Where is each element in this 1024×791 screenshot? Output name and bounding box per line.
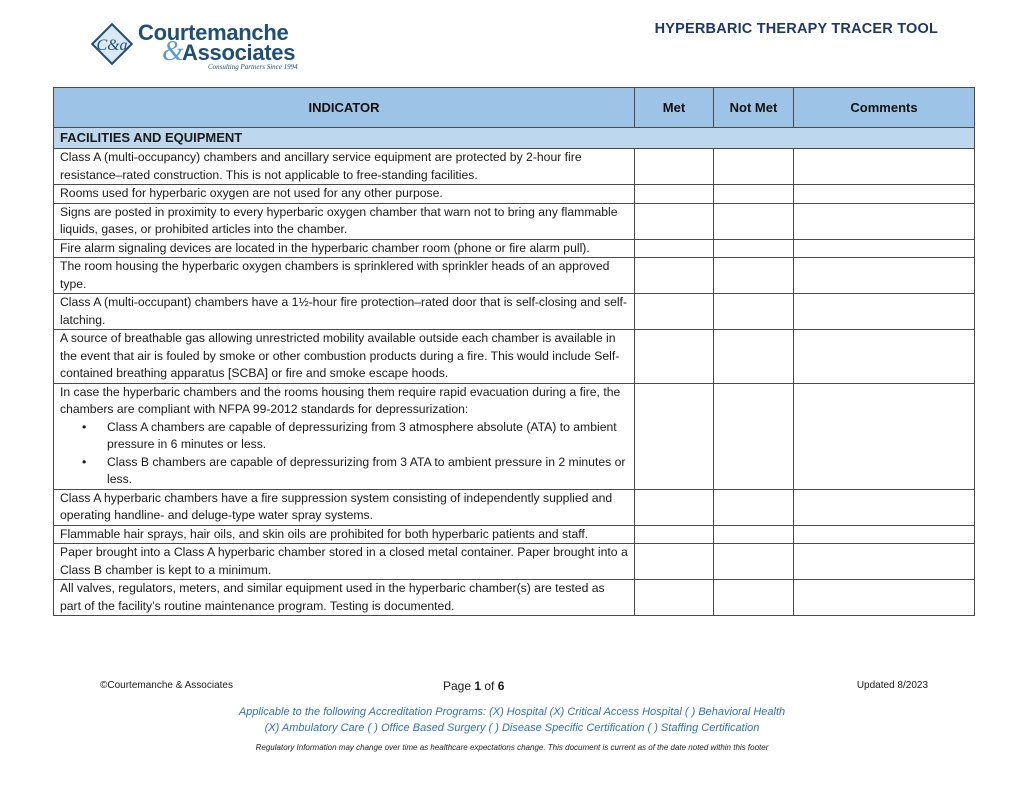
- table-header-row: [54, 88, 975, 128]
- indicator-cell: [54, 294, 635, 330]
- indicator-cell: [54, 580, 635, 616]
- comments-cell[interactable]: [794, 544, 975, 580]
- indicator-text: Paper brought into a Class A hyperbaric chamber stored in a closed metal container. Paper brought into a Class B chamber is kept to a minimum.: [60, 545, 628, 577]
- comments-cell[interactable]: [794, 203, 975, 239]
- section-row: [54, 128, 975, 149]
- not-met-cell[interactable]: [714, 544, 794, 580]
- indicator-cell: [54, 330, 635, 384]
- logo-name-line1: Courtemanche: [138, 20, 289, 45]
- logo-diamond-icon: [90, 22, 134, 66]
- indicator-text: Class A hyperbaric chambers have a fire suppression system consisting of independently supplied and operating handline- and deluge-type water spray systems.: [60, 490, 613, 522]
- table-row: [54, 544, 975, 580]
- comments-cell[interactable]: [794, 330, 975, 384]
- indicator-text: All valves, regulators, meters, and similar equipment used in the hyperbaric chamber(s) are tested as part of the facility’s routine maintenance program. Testing is documented.: [60, 581, 605, 613]
- footer-disclaimer: Regulatory Information may change over time as healthcare expectations change. This document is current as of the date noted within this footer: [255, 743, 769, 752]
- comments-cell[interactable]: [794, 294, 975, 330]
- indicator-cell: [54, 383, 635, 489]
- indicator-cell: [54, 258, 635, 294]
- document-title: HYPERBARIC THERAPY TRACER TOOL: [654, 21, 938, 37]
- programs-line-1: Applicable to the following Accreditation Programs: (X) Hospital (X) Critical Access Hospital ( ) Behavioral Health: [238, 706, 786, 718]
- section-title: FACILITIES AND EQUIPMENT: [54, 128, 975, 149]
- table-row: [54, 383, 975, 489]
- page-current: 1: [474, 679, 482, 693]
- table-row: [54, 489, 975, 525]
- not-met-cell[interactable]: [714, 330, 794, 384]
- logo-name-line2: Associates: [182, 40, 296, 65]
- indicator-text: Class A (multi-occupant) chambers have a 1½-hour fire protection–rated door that is self-closing and self-latching.: [60, 295, 627, 327]
- met-cell[interactable]: [635, 149, 714, 185]
- logo-ampersand: &: [162, 36, 184, 67]
- indicator-text: Flammable hair sprays, hair oils, and skin oils are prohibited for both hyperbaric patients and staff.: [60, 526, 589, 541]
- met-cell[interactable]: [635, 330, 714, 384]
- table-row: [54, 580, 975, 616]
- indicator-text: The room housing the hyperbaric oxygen chambers is sprinklered with sprinkler heads of an approved type.: [60, 259, 610, 291]
- indicator-cell: [54, 185, 635, 204]
- programs-line-2: (X) Ambulatory Care ( ) Office Based Surgery ( ) Disease Specific Certification ( ) Staffing Certification: [264, 722, 760, 734]
- not-met-cell[interactable]: [714, 239, 794, 258]
- indicator-cell: [54, 544, 635, 580]
- met-cell[interactable]: [635, 580, 714, 616]
- comments-cell[interactable]: [794, 239, 975, 258]
- indicator-text: Class A (multi-occupancy) chambers and ancillary service equipment are protected by 2-hour fire resistance–rated construction. This is not applicable to free-standing facilities.: [60, 150, 582, 182]
- comments-cell[interactable]: [794, 525, 975, 544]
- page-indicator: [443, 679, 504, 693]
- column-header-comments: Comments: [794, 88, 975, 128]
- met-cell[interactable]: [635, 203, 714, 239]
- not-met-cell[interactable]: [714, 383, 794, 489]
- indicator-bullet-list: [100, 419, 628, 489]
- not-met-cell[interactable]: [714, 258, 794, 294]
- column-header-indicator: INDICATOR: [54, 88, 635, 128]
- page-total: 6: [497, 679, 505, 693]
- comments-cell[interactable]: [794, 383, 975, 489]
- met-cell[interactable]: [635, 489, 714, 525]
- not-met-cell[interactable]: [714, 185, 794, 204]
- footer-updated-date: Updated 8/2023: [856, 680, 928, 691]
- company-logo: [90, 20, 320, 75]
- indicator-text: Signs are posted in proximity to every hyperbaric oxygen chamber that warn not to bring any flammable liquids, gases, or prohibited articles into the chamber.: [60, 204, 618, 236]
- indicator-text: A source of breathable gas allowing unrestricted mobility available outside each chamber is available in the event that air is fouled by smoke or other combustion products during a fire. This would include Self-contained breathing apparatus [SCBA] or fire and smoke escape hoods.: [60, 331, 620, 380]
- met-cell[interactable]: [635, 383, 714, 489]
- not-met-cell[interactable]: [714, 294, 794, 330]
- indicator-text: In case the hyperbaric chambers and the rooms housing them require rapid evacuation during a fire, the chambers are compliant with NFPA 99-2012 standards for depressurization:: [60, 384, 621, 416]
- met-cell[interactable]: [635, 239, 714, 258]
- table-row: [54, 203, 975, 239]
- table-row: [54, 239, 975, 258]
- not-met-cell[interactable]: [714, 149, 794, 185]
- indicator-cell: [54, 203, 635, 239]
- met-cell[interactable]: [635, 294, 714, 330]
- comments-cell[interactable]: [794, 580, 975, 616]
- accreditation-programs: [0, 704, 1024, 736]
- page-of: of: [481, 679, 498, 693]
- column-header-met: Met: [635, 88, 714, 128]
- indicator-bullet: • Class A chambers are capable of depressurizing from 3 atmosphere absolute (ATA) to ambient pressure in 6 minutes or less.: [100, 419, 628, 454]
- comments-cell[interactable]: [794, 185, 975, 204]
- met-cell[interactable]: [635, 258, 714, 294]
- indicator-cell: [54, 525, 635, 544]
- indicator-cell: [54, 149, 635, 185]
- comments-cell[interactable]: [794, 149, 975, 185]
- not-met-cell[interactable]: [714, 525, 794, 544]
- not-met-cell[interactable]: [714, 580, 794, 616]
- indicator-cell: [54, 489, 635, 525]
- page-prefix: Page: [443, 679, 475, 693]
- comments-cell[interactable]: [794, 489, 975, 525]
- comments-cell[interactable]: [794, 258, 975, 294]
- indicator-text: Rooms used for hyperbaric oxygen are not used for any other purpose.: [60, 186, 443, 200]
- table-row: [54, 330, 975, 384]
- met-cell[interactable]: [635, 544, 714, 580]
- table-row: [54, 149, 975, 185]
- table-row: [54, 258, 975, 294]
- logo-mark-text: C&a: [96, 37, 128, 54]
- table-row: [54, 294, 975, 330]
- logo-tagline: Consulting Partners Since 1994: [208, 63, 298, 71]
- not-met-cell[interactable]: [714, 203, 794, 239]
- not-met-cell[interactable]: [714, 489, 794, 525]
- indicator-text: Fire alarm signaling devices are located in the hyperbaric chamber room (phone or fire alarm pull).: [60, 240, 590, 255]
- tracer-table: [53, 87, 975, 616]
- met-cell[interactable]: [635, 185, 714, 204]
- footer-copyright: ©Courtemanche & Associates: [100, 680, 233, 691]
- indicator-bullet: • Class B chambers are capable of depressurizing from 3 ATA to ambient pressure in 2 minutes or less.: [100, 454, 628, 489]
- table-row: [54, 185, 975, 204]
- column-header-not-met: Not Met: [714, 88, 794, 128]
- met-cell[interactable]: [635, 525, 714, 544]
- table-row: [54, 525, 975, 544]
- indicator-cell: [54, 239, 635, 258]
